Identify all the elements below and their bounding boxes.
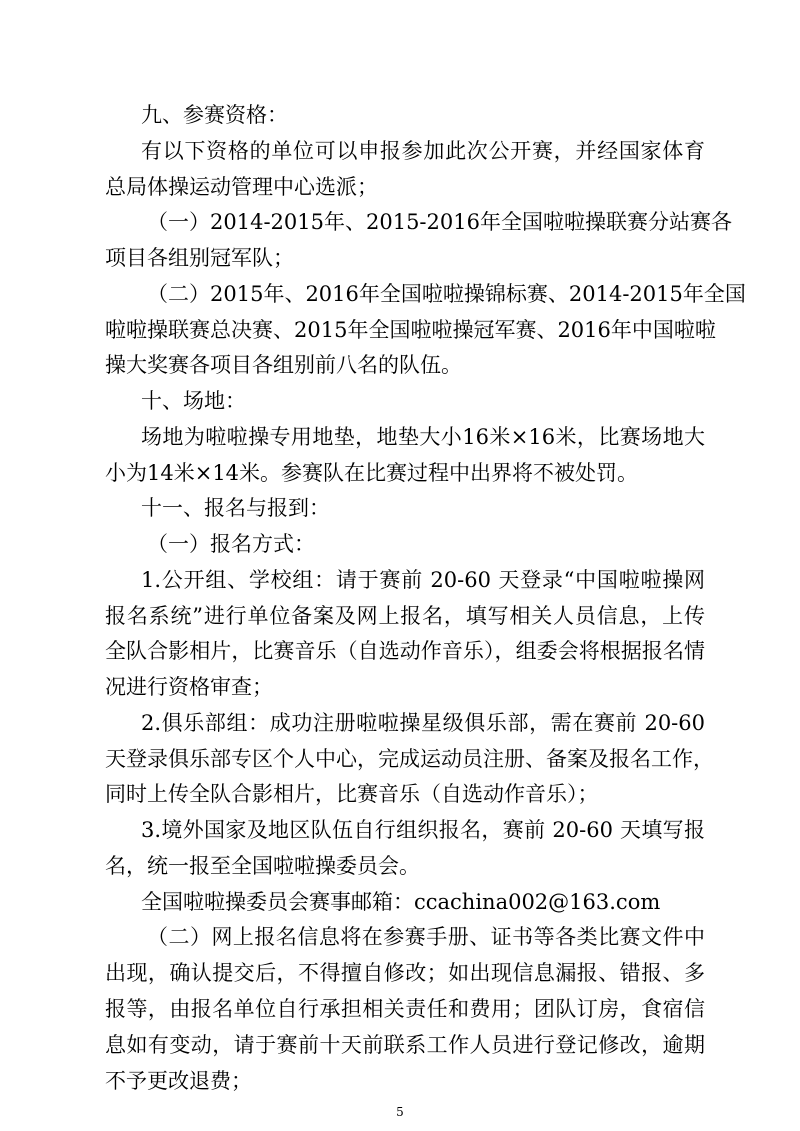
paragraph-line: 2.俱乐部组：成功注册啦啦操星级俱乐部，需在赛前 20-60	[141, 711, 705, 735]
paragraph-line: 啦啦操联赛总决赛、2015年全国啦啦操冠军赛、2016年中国啦啦	[105, 318, 716, 342]
paragraph-line: 同时上传全队合影相片，比赛音乐（自选动作音乐）；	[105, 782, 599, 806]
page-number: 5	[396, 1105, 404, 1119]
paragraph-line: （二）网上报名信息将在参赛手册、证书等各类比赛文件中	[147, 925, 705, 949]
paragraph-line: 项目各组别冠军队；	[105, 246, 294, 270]
contact-email-line: 全国啦啦操委员会赛事邮箱：ccachina002@163.com	[141, 890, 661, 914]
paragraph-line: 况进行资格审查；	[105, 675, 273, 699]
paragraph-line: 名，统一报至全国啦啦操委员会。	[105, 854, 420, 878]
paragraph-line: 3.境外国家及地区队伍自行组织报名，赛前 20-60 天填写报	[141, 818, 705, 842]
paragraph-line: 息如有变动，请于赛前十天前联系工作人员进行登记修改，逾期	[105, 1033, 705, 1057]
paragraph-line: 出现，确认提交后，不得擅自修改；如出现信息漏报、错报、多	[105, 961, 705, 985]
section-heading-registration: 十一、报名与报到：	[141, 496, 330, 520]
paragraph-line: 报等，由报名单位自行承担相关责任和费用；团队订房，食宿信	[105, 997, 705, 1021]
paragraph-line: 总局体操运动管理中心选派；	[105, 175, 378, 199]
paragraph-line: 不予更改退费；	[105, 1069, 252, 1093]
paragraph-line: （一）2014-2015年、2015-2016年全国啦啦操联赛分站赛各	[147, 210, 732, 234]
paragraph-line: 小为14米×14米。参赛队在比赛过程中出界将不被处罚。	[105, 461, 639, 485]
paragraph-line: 天登录俱乐部专区个人中心，完成运动员注册、备案及报名工作，	[105, 747, 714, 771]
paragraph-line: 1.公开组、学校组：请于赛前 20-60 天登录“中国啦啦操网	[141, 568, 705, 592]
section-heading-eligibility: 九、参赛资格：	[141, 103, 288, 127]
section-heading-venue: 十、场地：	[141, 389, 246, 413]
paragraph-line: 有以下资格的单位可以申报参加此次公开赛，并经国家体育	[141, 139, 705, 163]
subsection-heading: （一）报名方式：	[147, 532, 315, 556]
paragraph-line: （二）2015年、2016年全国啦啦操锦标赛、2014-2015年全国	[147, 282, 746, 306]
paragraph-line: 操大奖赛各项目各组别前八名的队伍。	[105, 353, 462, 377]
paragraph-line: 场地为啦啦操专用地垫，地垫大小16米×16米，比赛场地大	[141, 425, 705, 449]
paragraph-line: 全队合影相片，比赛音乐（自选动作音乐），组委会将根据报名情	[105, 639, 705, 663]
paragraph-line: 报名系统”进行单位备案及网上报名，填写相关人员信息，上传	[105, 604, 705, 628]
